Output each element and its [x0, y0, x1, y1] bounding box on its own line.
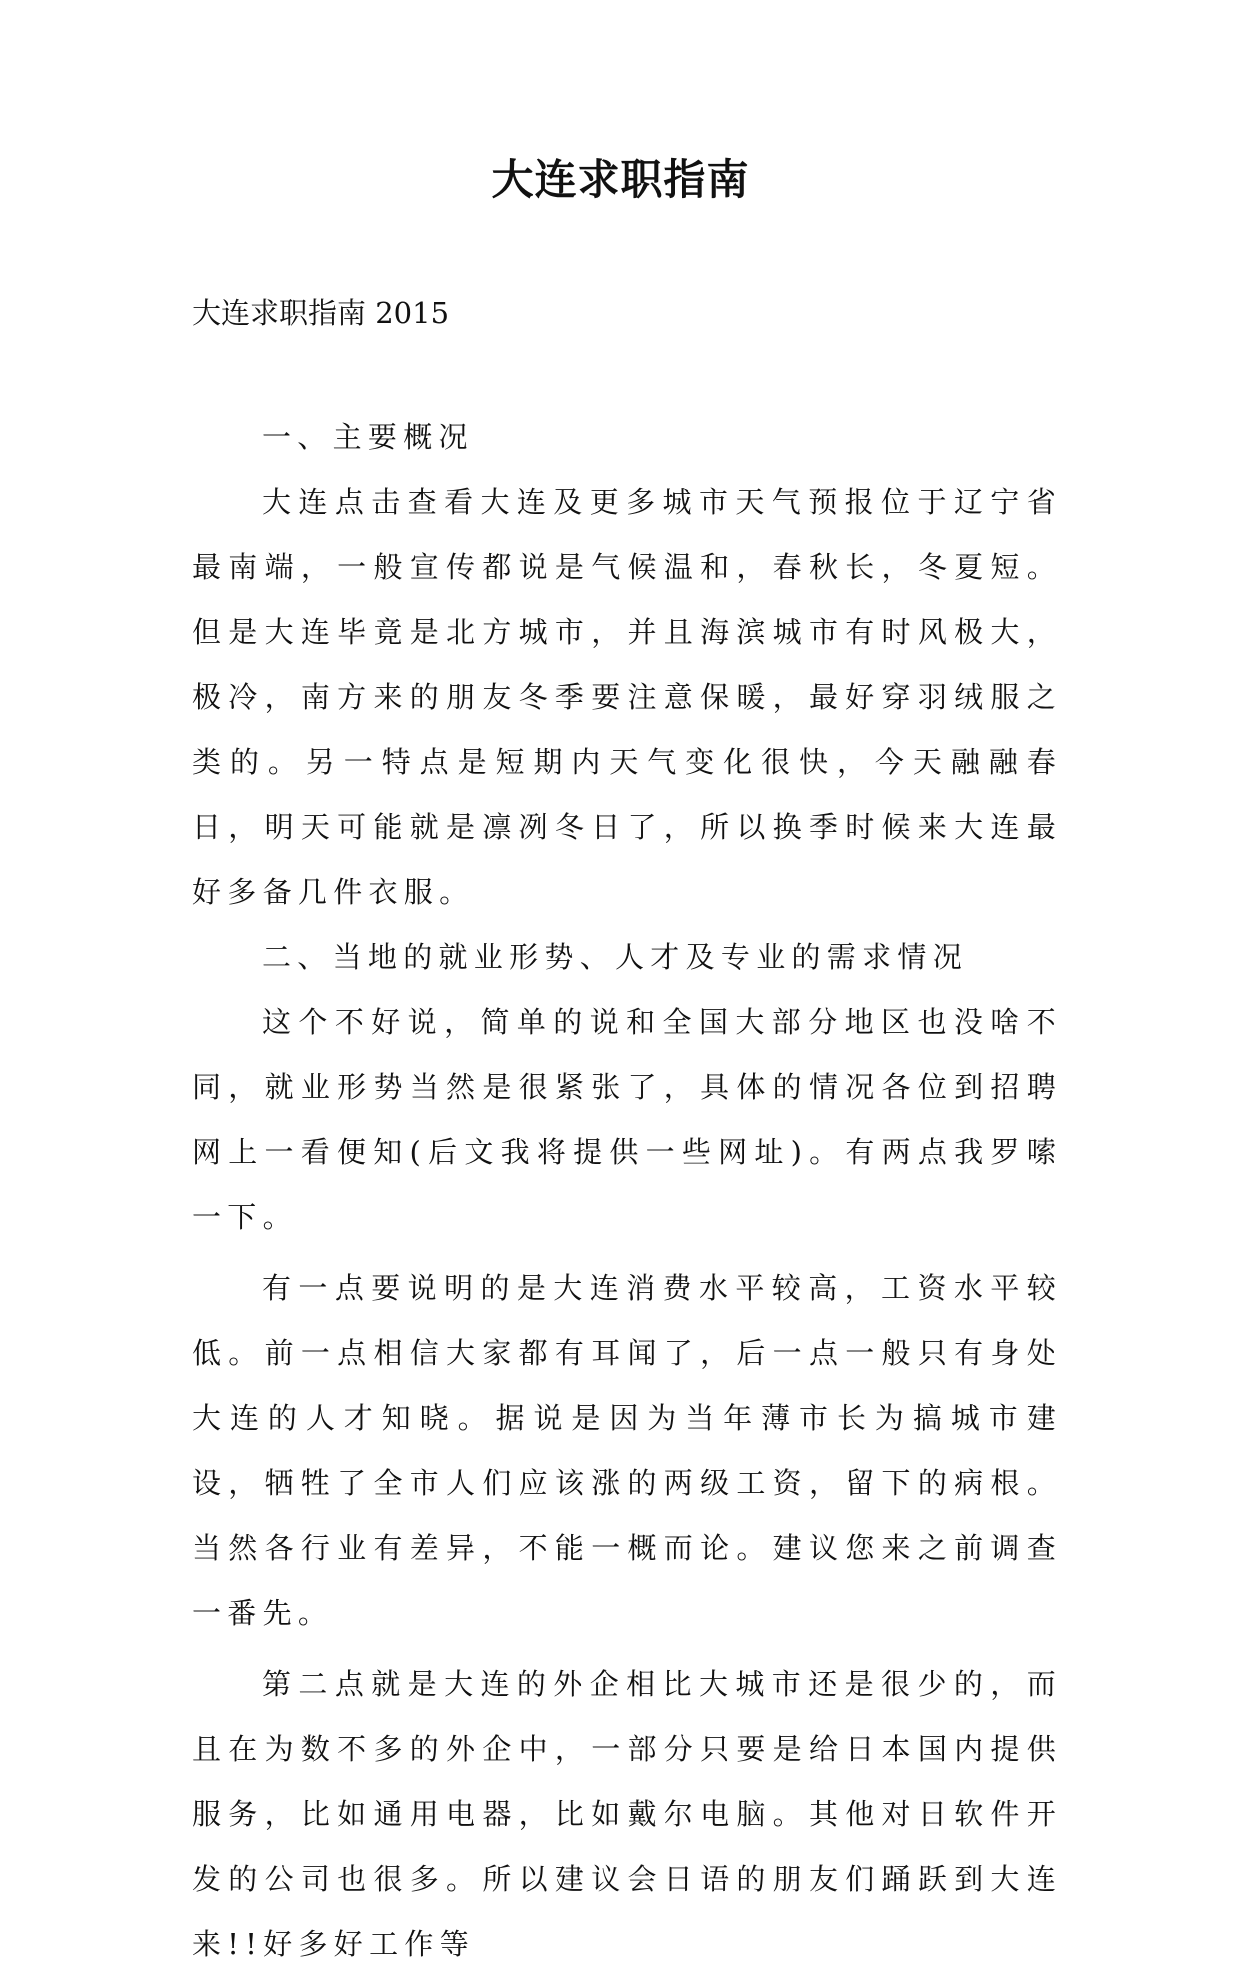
section-heading-overview: 一、主要概况: [262, 420, 474, 454]
section-heading-employment: 二、当地的就业形势、人才及专业的需求情况: [262, 940, 969, 974]
document-body: [192, 405, 1062, 1977]
document-title: 大连求职指南: [491, 155, 750, 204]
paragraph-climate: 大连点击查看大连及更多城市天气预报位于辽宁省最南端，一般宣传都说是气候温和，春秋长，冬夏短。但是大连毕竟是北方城市，并且海滨城市有时风极大，极冷，南方来的朋友冬季要注意保暖，最好穿羽绒服之类的。另一特点是短期内天气变化很快，今天融融春日，明天可能就是凛冽冬日了，所以换季时候来大连最好多备几件衣服。: [192, 485, 1062, 909]
document-subtitle: 大连求职指南 2015: [192, 296, 450, 330]
paragraph-cost-and-wages: 有一点要说明的是大连消费水平较高，工资水平较低。前一点相信大家都有耳闻了，后一点一般只有身处大连的人才知晓。据说是因为当年薄市长为搞城市建设，牺牲了全市人们应该涨的两级工资，留下的病根。当然各行业有差异，不能一概而论。建议您来之前调查一番先。: [192, 1271, 1062, 1630]
paragraph-employment-situation: 这个不好说，简单的说和全国大部分地区也没啥不同，就业形势当然是很紧张了，具体的情况各位到招聘网上一看便知(后文我将提供一些网址)。有两点我罗嗦一下。: [192, 1005, 1062, 1234]
paragraph-foreign-companies: 第二点就是大连的外企相比大城市还是很少的，而且在为数不多的外企中，一部分只要是给日本国内提供服务，比如通用电器，比如戴尔电脑。其他对日软件开发的公司也很多。所以建议会日语的朋友们踊跃到大连来!!好多好工作等: [192, 1667, 1062, 1961]
